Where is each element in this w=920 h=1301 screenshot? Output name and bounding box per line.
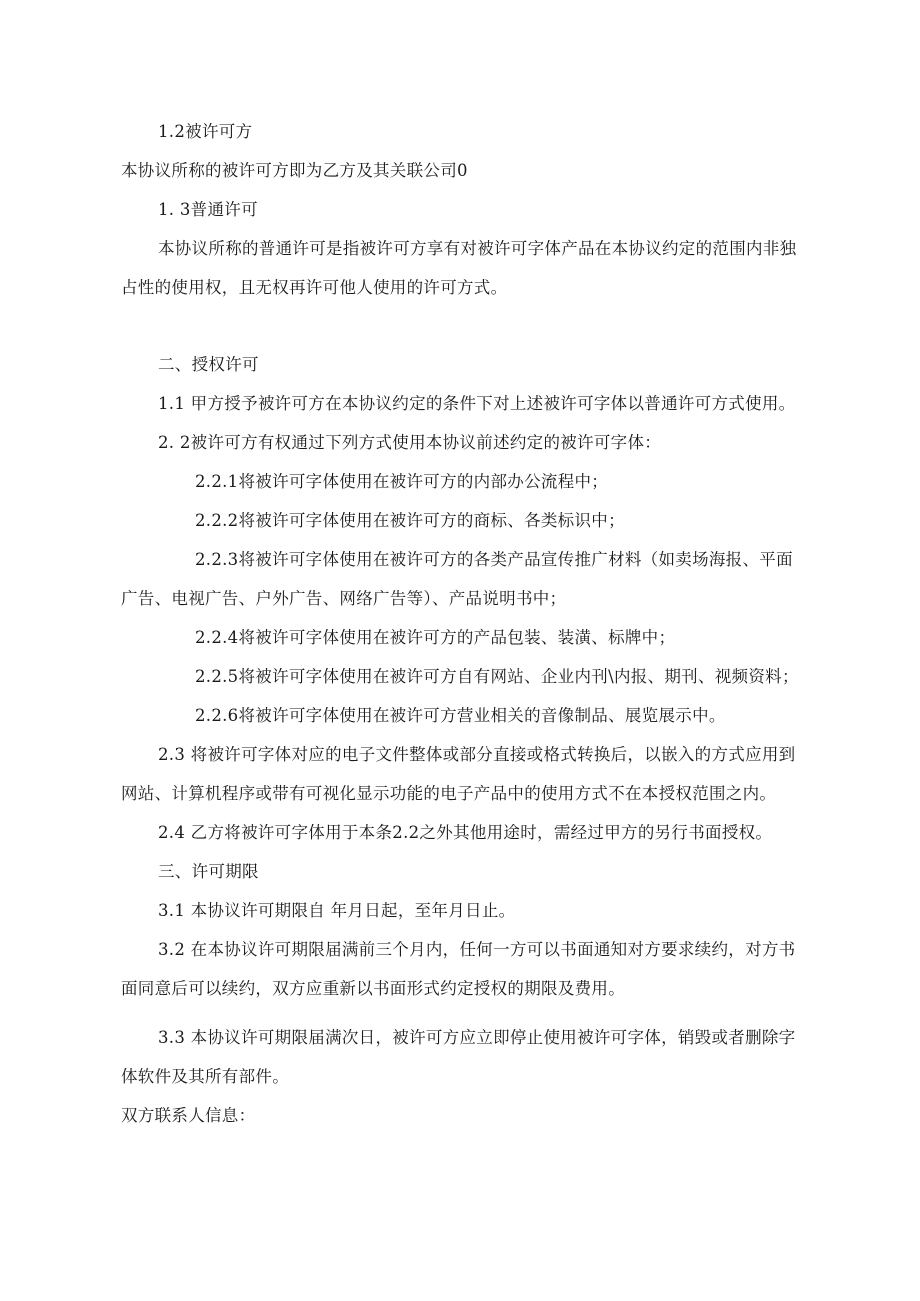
clause-3-1: 3.1 本协议许可期限自 年月日起，至年月日止。 xyxy=(158,901,516,920)
chapter-3-heading: 三、许可期限 xyxy=(158,862,259,881)
clause-3-3-line2: 体软件及其所有部件。 xyxy=(121,1067,289,1086)
clause-2-2-1: 2.2.1将被许可字体使用在被许可方的内部办公流程中； xyxy=(195,472,609,491)
clause-2-3-line1: 2.3 将被许可字体对应的电子文件整体或部分直接或格式转换后，以嵌入的方式应用到 xyxy=(158,745,796,764)
clause-2-2-6: 2.2.6将被许可字体使用在被许可方营业相关的音像制品、展览展示中。 xyxy=(195,706,726,725)
clause-3-2-line2: 面同意后可以续约，双方应重新以书面形式约定授权的期限及费用。 xyxy=(121,979,625,998)
clause-3-2-line1: 3.2 在本协议许可期限届满前三个月内，任何一方可以书面通知对方要求续约，对方书 xyxy=(158,940,796,959)
section-1-2-heading: 1.2被许可方 xyxy=(158,122,253,141)
section-1-3-heading: 1. 3普通许可 xyxy=(158,200,258,219)
clause-2-2-3-line2: 广告、电视广告、户外广告、网络广告等）、产品说明书中； xyxy=(121,589,567,608)
clause-2-2-2: 2.2.2将被许可字体使用在被许可方的商标、各类标识中； xyxy=(195,511,625,530)
clause-2-2-4: 2.2.4将被许可字体使用在被许可方的产品包装、装潢、标牌中； xyxy=(195,628,676,647)
section-1-2-body: 本协议所称的被许可方即为乙方及其关联公司0 xyxy=(121,161,468,180)
contact-info-heading: 双方联系人信息： xyxy=(121,1106,256,1125)
section-1-3-body-line2: 占性的使用权，且无权再许可他人使用的许可方式。 xyxy=(121,278,508,297)
chapter-2-heading: 二、授权许可 xyxy=(158,355,259,374)
clause-1-1: 1.1 甲方授予被许可方在本协议约定的条件下对上述被许可字体以普通许可方式使用。 xyxy=(158,394,796,413)
section-1-3-body-line1: 本协议所称的普通许可是指被许可方享有对被许可字体产品在本协议约定的范围内非独 xyxy=(158,239,797,258)
clause-3-3-line1: 3.3 本协议许可期限届满次日，被许可方应立即停止使用被许可字体，销毁或者删除字 xyxy=(158,1028,796,1047)
clause-2-2: 2. 2被许可方有权通过下列方式使用本协议前述约定的被许可字体： xyxy=(158,433,662,452)
clause-2-2-5: 2.2.5将被许可字体使用在被许可方自有网站、企业内刊\内报、期刊、视频资料； xyxy=(195,667,799,686)
clause-2-2-3-line1: 2.2.3将被许可字体使用在被许可方的各类产品宣传推广材料（如卖场海报、平面 xyxy=(195,550,793,569)
clause-2-3-line2: 网站、计算机程序或带有可视化显示功能的电子产品中的使用方式不在本授权范围之内。 xyxy=(121,784,777,803)
clause-2-4: 2.4 乙方将被许可字体用于本条2.2之外其他用途时，需经过甲方的另行书面授权。 xyxy=(158,823,773,842)
